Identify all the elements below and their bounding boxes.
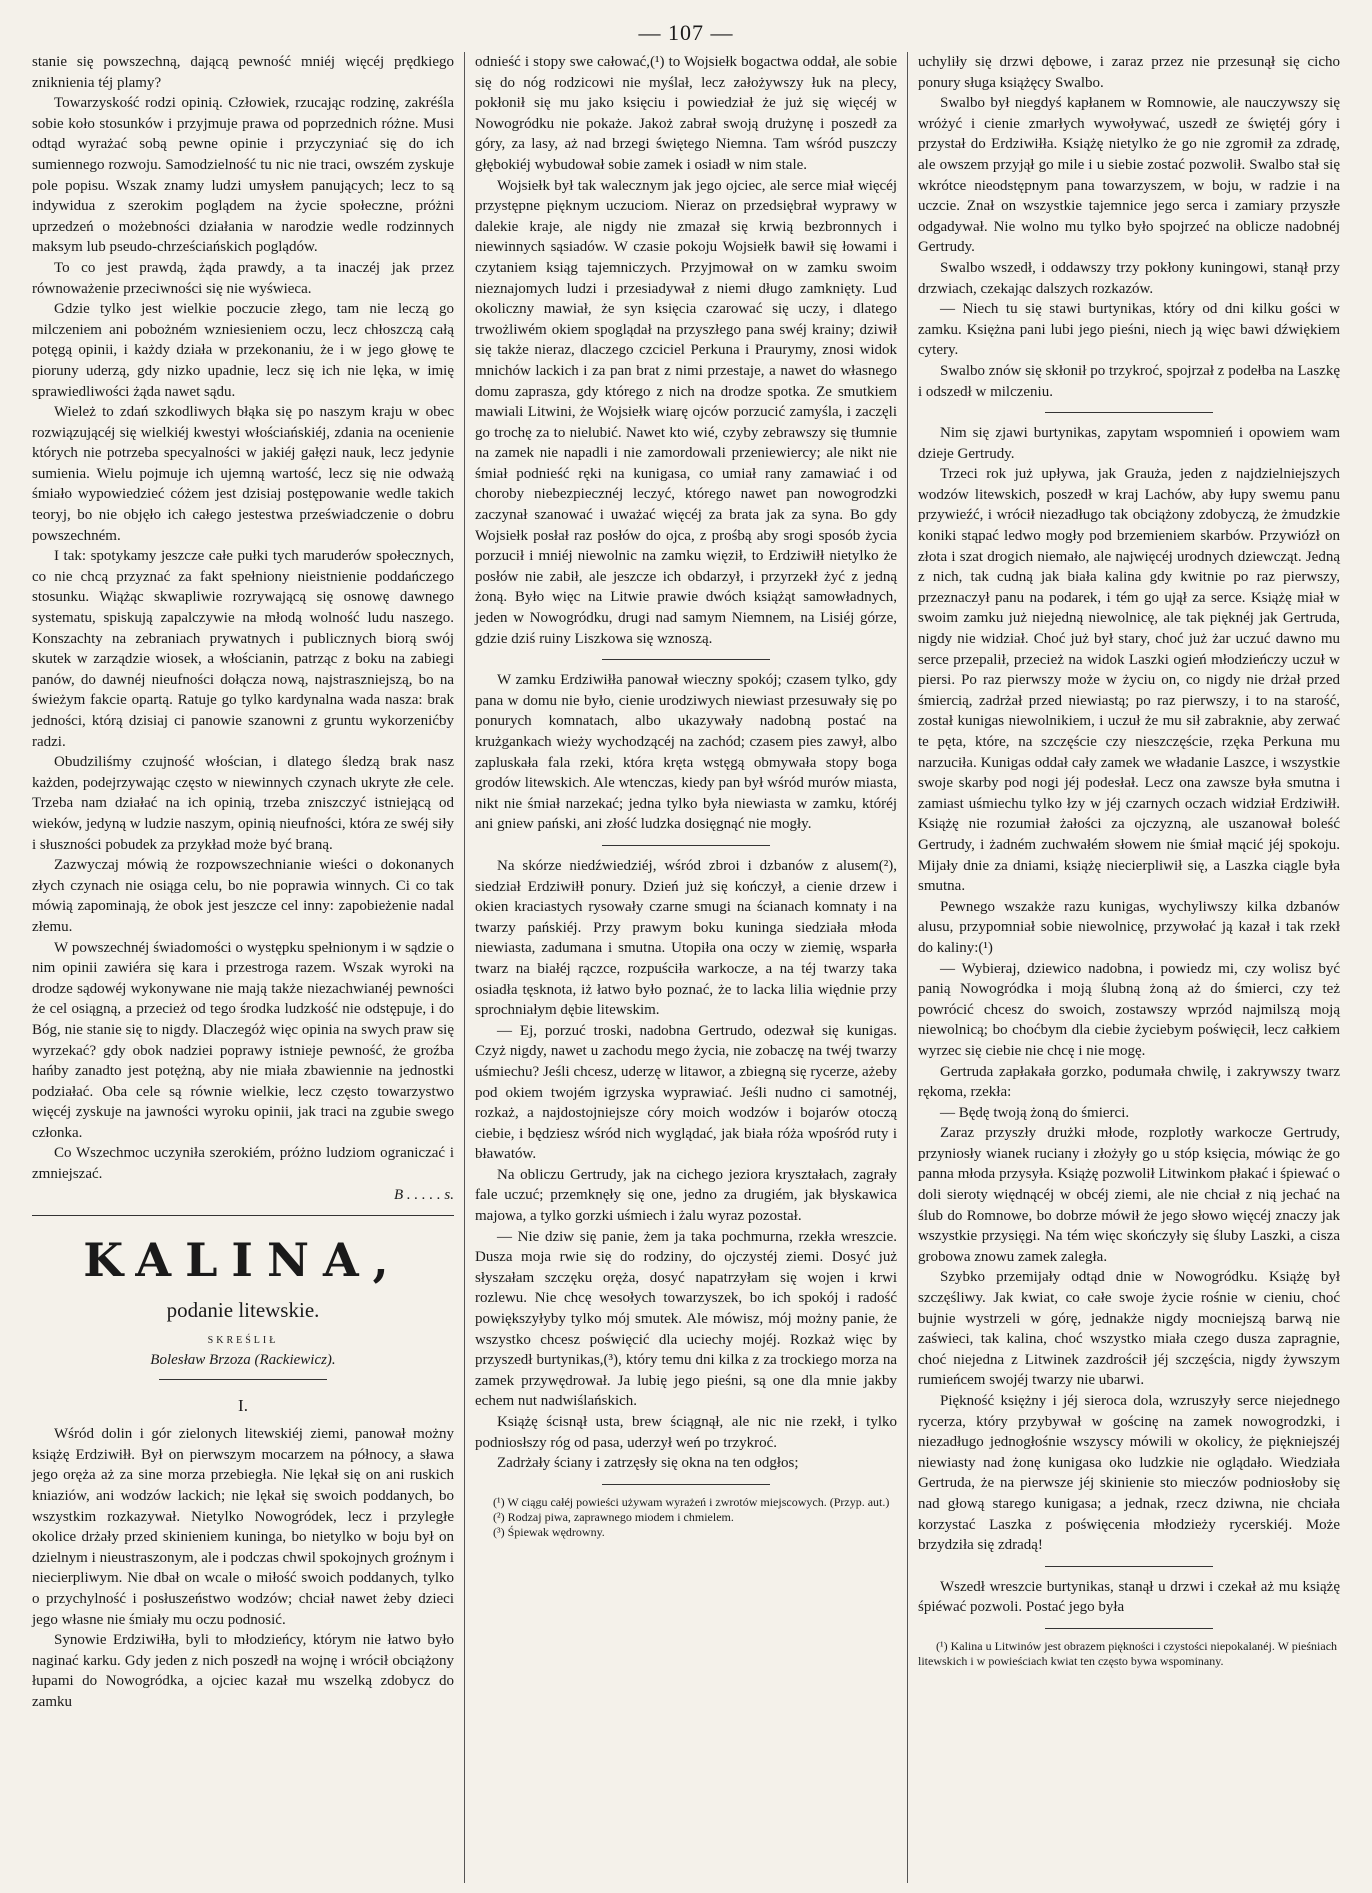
- paragraph: Zadrżały ściany i zatrzęsły się okna na ten odgłos;: [497, 1455, 799, 1472]
- paragraph: Piękność księżny i jéj sieroca dola, wzruszyły serce niejednego rycerza, który przybywał w gościnę na zamek nowogrodzki, i niezadługo jednogłośnie wszyscy mówili w okolicy, że piękniejszéj niewiasty nad żonę kunigasa oko ludzkie nie oglądało. Wiedziała Gertruda, że na pierwsze jéj skinienie sto mieczów podniosłoby się nad głową starego kunigasa; a jednak, rzecz dziwna, nie chciała korzystać Laszka z poświęcenia młodzieży rycerskiéj. Może brzydziła się zdradą!: [918, 1393, 1340, 1554]
- section-divider: [602, 659, 771, 660]
- paragraph: Książę ścisnął usta, brew ściągnął, ale nic nie rzekł, i tylko podniosłszy róg od pasa, uderzył weń po trzykroć.: [475, 1414, 897, 1451]
- paragraph: Zazwyczaj mówią że rozpowszechnianie wieści o dokonanych złych czynach nie osiąga celu, bo nie poprawia winnych. Ci co tak mówią zapominają, że obok jest jeszcze cel inny: zapobieżenie nadal złemu.: [32, 857, 454, 935]
- paragraph: I tak: spotykamy jeszcze całe pułki tych maruderów społecznych, co nie chcą przyznać za fakt spełniony nieistnienie poddańczego stosunku. Wiążąc skwapliwie rozrywającą się osnowę dawnego systematu, spiskują zapalczywie na młodą wolność ludu naszego. Konszachty na zebraniach prywatnych i publicznych biorą swój skutek w zarządzie wiosek, a włościanin, patrząc z boku na zabiegi panów, do dawnéj nieufności dołącza nową, najstraszniejszą, bo na świeżym fakcie opartą. Ratuje go tylko kardynalna wada nasza: brak jedności, którą dzisiaj ci panowie szanowni z gruntu wykorzenićby radzi.: [32, 548, 454, 750]
- paragraph: Szybko przemijały odtąd dnie w Nowogródku. Książę był szczęśliwy. Jak kwiat, co całe swoje życie rośnie w cieniu, choć bujnie wystrzeli w górę, jednakże nigdy mocniejszą barwą nie zaświeci, tak kalina, choć wszystko miała czego dusza zapragnie, choć niejedna z Litwinek zazdrościł jéj szczęścia, nigdy żywszym rumieńcem swojéj twarzy nie ubarwi.: [918, 1269, 1340, 1389]
- paragraph: — Nie dziw się panie, żem ja taka pochmurna, rzekła wreszcie. Dusza moja rwie się do rodziny, do ojczystéj ziemi. Dosyć już słyszałam szczęku oręża, dosyć napatrzyłam się wojen i krwi rozlewu. Nie chcę wesołych towarzyszek, bo ich spokój i radość powiększyłyby tylko mój smutek. Ale mówisz, mój możny panie, że wszystko chcesz poświęcić dla uciechy mojéj. Rozkaż więc by przyszedł burtynikas,(³), który temu dni kilka z za trockiego morza na zamek przywędrował. Ja lubię jego pieśni, są one dla mnie jakby echem nut nadwiślańskich.: [475, 1228, 897, 1410]
- footnotes: [475, 1495, 897, 1540]
- column-1: [22, 52, 464, 1883]
- paragraph: Towarzyskość rodzi opinią. Człowiek, rzucając rodzinę, zakréśla sobie koło stosunków i przyjmuje prawa od poprzednich różne. Musi odtąd wyrażać sobą pewne opinie i przyczyniać się do ich sumiennego rozwoju. Samodzielność tu nic nie traci, owszém zyskuje pole popisu. Wszak znamy ludzi umysłem panujących; lecz to są indywidua z szerokim poglądem na życie społeczne, próżni uprzedzeń o możebności działania w narodzie wedle rodzinnych maksym lub pseudo-chrześciańskich poglądów.: [32, 95, 454, 256]
- footnotes: [918, 1639, 1340, 1669]
- paragraph: Gertruda zapłakała gorzko, podumała chwilę, i zakrywszy twarz rękoma, rzekła:: [918, 1063, 1340, 1101]
- paragraph: Na skórze niedźwiedziéj, wśród zbroi i dzbanów z alusem(²), siedział Erdziwiłł ponury. Dzień już się kończył, a cienie drzew i okien kraciastych rysowały czarne smugi na ścianach komnaty i na twarzy pańskiéj. Przy prawym boku kuninga siedziała młoda niewiasta, zadumana i smutna. Utopiła ona oczy w ziemię, wsparła twarz na białéj rączce, rozpuściła warkocze, a na téj twarzy taka osiadła tęsknota, iż łatwo było poznać, że to lacka lilia więdnie przy sprochniałym dębie litewskim.: [475, 857, 897, 1019]
- paragraph: Wśród dolin i gór zielonych litewskiéj ziemi, panował możny książę Erdziwiłł. Był on pierwszym mocarzem na północy, a sława jego oręża aż za sine morza przebiegła. Nie lękał się on ani ruskich kniaziów, ani wodzów lackich; nie lękał się swoich poddanych, bo wszystkim rozkazywał. Nietylko Nowogródek, lecz i przyległe okolice drżały przed skinieniem kuninga, bo nietylko w boju był on dzielnym i nieustraszonym, ale i podczas chwil spokojnych groźnym i niecierpliwym. Nie dbał on wcale o miłość swoich poddanych, tylko o przychylność i posłuszeństwo wodzów; chciał nawet żeby dzieci jego własne nie śmiały mu oczu podnosić.: [32, 1426, 454, 1628]
- paragraph: uchyliły się drzwi dębowe, i zaraz przez nie przesunął się cicho ponury sługa książęcy Swalbo.: [918, 54, 1340, 91]
- story-heading: [32, 1232, 454, 1369]
- paragraph: Trzeci rok już upływa, jak Grauża, jeden z najdzielniejszych wodzów litewskich, poszedł w kraj Lachów, aby łupy swemu panu przywieźć, i wrócił niezadługo tak obciążony zdobyczą, że żmudzkie koniki stąpać ledwo mogły pod brzemieniem skarbów. Przywiózł on złota i szat drogich niemało, ale najwięcéj urodnych dziewcząt. Jedną z nich, tak cudną jak biała kalina gdy kwitnie po raz pierwszy, przeznaczył panu na podarek, i tém go ujął za serce. Książę miał w swoim zamku już niejedną niewolnicę, ale tak pięknéj jak Gertruda, nigdy nie widział. Choć już był stary, choć już żar uczuć dawno mu serce przepalił, przecież na widok Laszki ogień młodzieńczy uczuł w piersi. Po raz pierwszy może w życiu on, co nigdy nie drżał przed śmiercią, zadrżał przed niewiastą; po raz pierwszy, i to na starość, został kunigas niewolnikiem, i uczuł że mu sił zabraknie, aby zerwać te pęta, które, na szczęście czy nieszczęście, rzęka Perkuna mu narzuciła. Kunigas oddał cały zamek we władanie Laszce, i wszystkie swoje skarby pod nogi jéj podesłał. Lecz ona zawsze była smutna i zamiast uśmiechu tylko łzy w jéj czarnych oczach widział Erdziwiłł. Książę nie rozumiał żałości za ojczyzną, ale uszanował boleść Gertrudy, i żadném zuchwałém słowem nie śmiał mącić jéj spokoju. Mijały dnie za dniami, książę niecierpliwił się, a Laszka ciągle była smutna.: [918, 466, 1340, 895]
- paragraph: — Wybieraj, dziewico nadobna, i powiedz mi, czy wolisz być panią Nowogródka i moją ślubną żoną aż do śmierci, czy też powrócić chcesz do swoich, zostawszy wprzód najmilszą moją niewolnicą; bo choćbym dla ciebie życiebym poświęcił, lecz całkiem wyrzec się ciebie nie chcę i nie mogę.: [918, 960, 1340, 1059]
- paragraph: Wojsiełk był tak walecznym jak jego ojciec, ale serce miał więcéj przystępne pięknym uczuciom. Nieraz on przedsiębrał wyprawy w dalekie kraje, ale nigdy nie zmazał się krwią bezbronnych i niewinnych sąsiadów. W czasie pokoju Wojsiełk bawił się łowami i czytaniem ksiąg tajemniczych. Przyjmował on w zamku swoim nieznajomych ludzi i przesiadywał z niemi długo zamknięty. Lud okoliczny mawiał, że syn księcia czarować się uczy, i dlatego trwożliwém okiem spoglądał na przyszłego pana swéj krainy; dziwił się także nieraz, dlaczego czciciel Perkuna i Praurymy, znosi widok mnichów lackich i za pan brat z nimi przestaje, a nawet do własnego domu zaprasza, gdy którego z nich na drodze spotka. Ze smutkiem mawiali Litwini, że Wojsiełk wiarę ojców porzucić zamyśla, i zaczęli go trochę za to nielubić. Nawet kto wié, czyby zebrawszy się tłumnie na zamek nie napadli i nie zamordowali przeniewiercy; ale nikt nie śmiał podnieść ręki na kunigasa, co umiał rany zamawiać i od choroby niebezpiecznéj leczyć, którego nawet pan nowogrodzki zaczynał szanować i uważać więcéj za brata jak za syna. Bo gdy Wojsiełk posłał raz posłów do ojca, z prośbą aby srogi sposób życia porzucił i mniéj niewolnic na zamku więził, to Erdziwiłł nietylko że posłów nie zabił, ale jeszcze ich obdarzył, i przyrzekł żyć z jedną żoną. Było więc na Litwie prawie dwóch książąt samowładnych, jeden w Nowogródku, drugi nad samym Niemnem, na Lisiéj górze, gdzie dziś ruiny Liszkowa się wznoszą.: [475, 177, 897, 647]
- paragraph: Gdzie tylko jest wielkie poczucie złego, tam nie leczą go milczeniem ani pobożném wzniesieniem oczu, lecz chłoszczą całą potęgą opinii, i każdy działa w przekonaniu, że i w jego głowę te pioruny uderzą, gdy nizko upadnie, lecz się ich nie lęka, w imię sprawiedliwości żąda nawet sądu.: [32, 301, 454, 400]
- paragraph: To co jest prawdą, żąda prawdy, a ta inaczéj jak przez równoważenie przeciwności się nie wyświeca.: [32, 259, 454, 297]
- footnote: (¹) Kalina u Litwinów jest obrazem piękności i czystości niepokalanéj. W pieśniach litewskich i w powieściach kwiat ten często bywa wspominany.: [918, 1638, 1338, 1668]
- paragraph: W zamku Erdziwiłła panował wieczny spokój; czasem tylko, gdy pana w domu nie było, cienie urodziwych niewiast przesuwały się po ponurych komnatach, albo ukazywały nadobną postać na krużgankach wieży wychodzącéj na zachód; czasem pies zawył, albo zapluskała fala rzeki, która kręta wstęgą obmywała stopy boga grodów litewskich. Ale wtenczas, kiedy pan był wśród murów miasta, nikt nie śmiał narzekać; jedna tylko była niewiasta w zamku, któréj ani gniew pański, ani złość ludzka dosięgnąć nie mogły.: [475, 672, 897, 833]
- paragraph: Na obliczu Gertrudy, jak na cichego jeziora kryształach, zagrały fale uczuć; przemknęły się one, jedno za drugiém, jak błyskawica majowa, a tylko gorzki uśmiech i żalu wyraz pozostał.: [475, 1166, 897, 1225]
- section-divider: [602, 845, 771, 846]
- paragraph: Wszedł wreszcie burtynikas, stanął u drzwi i czekał aż mu książę śpiéwać pozwoli. Postać jego była: [918, 1578, 1340, 1616]
- paragraph: — Będę twoją żoną do śmierci.: [940, 1104, 1130, 1121]
- text-columns: [22, 52, 1350, 1883]
- story-title: KALINA,: [83, 1233, 403, 1288]
- column-3: [907, 52, 1350, 1883]
- footnote: (¹) W ciągu całéj powieści używam wyrażeń i zwrotów miejscowych. (Przyp. aut.): [493, 1494, 890, 1509]
- paragraph: Co Wszechmoc uczyniła szerokiém, próżno ludziom ograniczać i zmniejszać.: [32, 1145, 454, 1183]
- paragraph: Obudziliśmy czujność włościan, i dlatego śledzą brak nasz każden, podejrzywając często w niewinnych czynach ukryte złe cele. Trzeba nam działać na ich opinią, trzeba zniszczyć istniejącą od wieków, jedyną w ludzie naszym, opinią nieufności, która ze swéj siły i słuszności pobudek za przykład może być braną.: [32, 754, 454, 853]
- chapter-number: I.: [238, 1396, 248, 1416]
- section-divider: [1045, 412, 1214, 413]
- paragraph: Synowie Erdziwiłła, byli to młodzieńcy, którym nie łatwo było naginać karku. Gdy jeden z nich poszedł na wojnę i wrócił obciążony łupami do Nowogródka, a ojciec kazał mu wszelką zdobycz do zamku: [32, 1632, 454, 1710]
- article-signature: B . . . . . s.: [394, 1186, 454, 1203]
- footnote: (³) Śpiewak wędrowny.: [493, 1524, 605, 1539]
- footnote-divider: [1045, 1628, 1214, 1629]
- section-divider: [32, 1215, 454, 1216]
- paragraph: odnieść i stopy swe całować,(¹) to Wojsiełk bogactwa oddał, ale sobie się do nóg rodzicowi nie myślał, lecz założywszy łuk na plecy, pokłonił się mu jako księciu i powiedział że już się więcéj w Nowogródku nie pokaże. Jakoż zabrał swoją drużynę i poszedł za góry, za lasy, aż nad brzegi świętego Niemna. Tam wśród puszczy głębokiéj wybudował sobie zamek i osiadł w nim stale.: [475, 54, 897, 173]
- paragraph: Pewnego wszakże razu kunigas, wychyliwszy kilka dzbanów alusu, przypomniał sobie niewolnicę, przywołać ją kazał i tak rzekł do kaliny:(¹): [918, 898, 1340, 956]
- paragraph: Zaraz przyszły drużki młode, rozplotły warkocze Gertrudy, przyniosły wianek ruciany i złożyły go u stóp księcia, mówiąc że go panna młoda przysyła. Książę pozwolił Litwinkom płakać i śpiewać o doli sieroty więdnącéj w obcéj ziemi, ale nie chciał z nią jechać na ślub do Romnowe, bo dobrze mówił że jego słowo więcéj znaczy jak wszystkie przysięgi. Na tém więc skończyły się śluby Laszki, a cisza grobowa znowu zamek zaległa.: [918, 1125, 1340, 1265]
- paragraph: — Ej, porzuć troski, nadobna Gertrudo, odezwał się kunigas. Czyż nigdy, nawet u zachodu mego życia, nie zobaczę na twéj twarzy uśmiechu? Jeśli chcesz, uderzę w litawor, a zbiegną się rycerze, ażeby pod okiem twojém igrzyska wyprawiać. Jeśli nudno ci samotnéj, rozkaż, a najdostojniejsze córy moich wodzów i bojarów otoczą ciebie, i będziesz wśród nich wyglądać, jak biała róża wpośród ruty i bławatów.: [475, 1022, 897, 1163]
- article-opinion: [32, 52, 454, 1205]
- footnote-divider: [602, 1484, 771, 1485]
- paragraph: W powszechnéj świadomości o występku spełnionym i w sądzie o nim opinii zawiéra się kara i przestroga razem. Wszak wyroki na drodze sądowéj wykonywane nie mają także niezachwianéj pewności że cel osiągną, a przecież od tego środka ludzkość nie odstępuje, i do Bóg, nie stanie się to nigdy. Dlaczegóż więc opinia na swych praw się wyrzekać? gdy obok nadziei poprawy istnieje pewność, że groźba hańby zanadto jest potężną, aby nie miała zbawiennie na jednostki podziałać. Oba cele są równie wielkie, lecz często towarzystwo więcéj zyskuje na jawności wyroku opinii, jak traci na zgubie swego członka.: [32, 939, 454, 1141]
- paragraph: Swalbo był niegdyś kapłanem w Romnowie, ale nauczywszy się wróżyć i cienie zmarłych wywoływać, uszedł ze świętéj góry i przystał do Erdziwiłła. Książę nietylko że go nie zgromił za zdradę, ale owszem przyjął go mile i u siebie zostać pozwolił. Swalbo stał się wkrótce nieodstępnym pana towarzyszem, w boju, w radzie i na uczcie. Znał on wszystkie tajemnice jego serca i zamiary przyszłe odgadywał. Nie wolno mu tylko było spojrzeć na oblicze nadobnéj Gertrudy.: [918, 95, 1340, 256]
- column-2: [464, 52, 907, 1883]
- paragraph: Nim się zjawi burtynikas, zapytam wspomnień i opowiem wam dzieje Gertrudy.: [918, 425, 1340, 462]
- footnote: (²) Rodzaj piwa, zaprawnego miodem i chmielem.: [493, 1509, 734, 1524]
- story-author: Bolesław Brzoza (Rackiewicz).: [150, 1352, 336, 1369]
- paragraph: Wieleż to zdań szkodliwych błąka się po naszym kraju w obec rozwiązującéj się wielkiéj kwestyi włościańskiéj, zdania na ocenienie których nie potrzeba specyalności w jakiéj gałęzi nauk, lecz jedynie sumienia. Wielu pojmuje ich ujemną wartość, lecz się nie odważą śmiało wypowiedzieć cóżem jest dzisiaj postępowanie wedle takich teoryj, bo nie objęło ich całego jestestwa przeświadczenie o dobru powszechném.: [32, 404, 454, 544]
- paragraph: — Niech tu się stawi burtynikas, który od dni kilku gości w zamku. Księżna pani lubi jego pieśni, niech ją więc bawi dźwiękiem cytery.: [918, 301, 1340, 359]
- sketch-label: SKREŚLIŁ: [207, 1335, 279, 1347]
- section-divider: [1045, 1566, 1214, 1567]
- page-number: — 107 —: [638, 20, 734, 45]
- title-divider: [159, 1379, 328, 1380]
- paragraph: Swalbo wszedł, i oddawszy trzy pokłony kuningowi, stanął przy drzwiach, czekając dalszych rozkazów.: [918, 259, 1340, 297]
- story-subtitle: podanie litewskie.: [166, 1298, 320, 1323]
- paragraph: stanie się powszechną, dającą pewność mniéj więcéj prędkiego zniknienia téj plamy?: [32, 54, 454, 91]
- paragraph: Swalbo znów się skłonił po trzykroć, spojrzał z podełba na Laszkę i odszedł w milczeniu.: [918, 362, 1340, 400]
